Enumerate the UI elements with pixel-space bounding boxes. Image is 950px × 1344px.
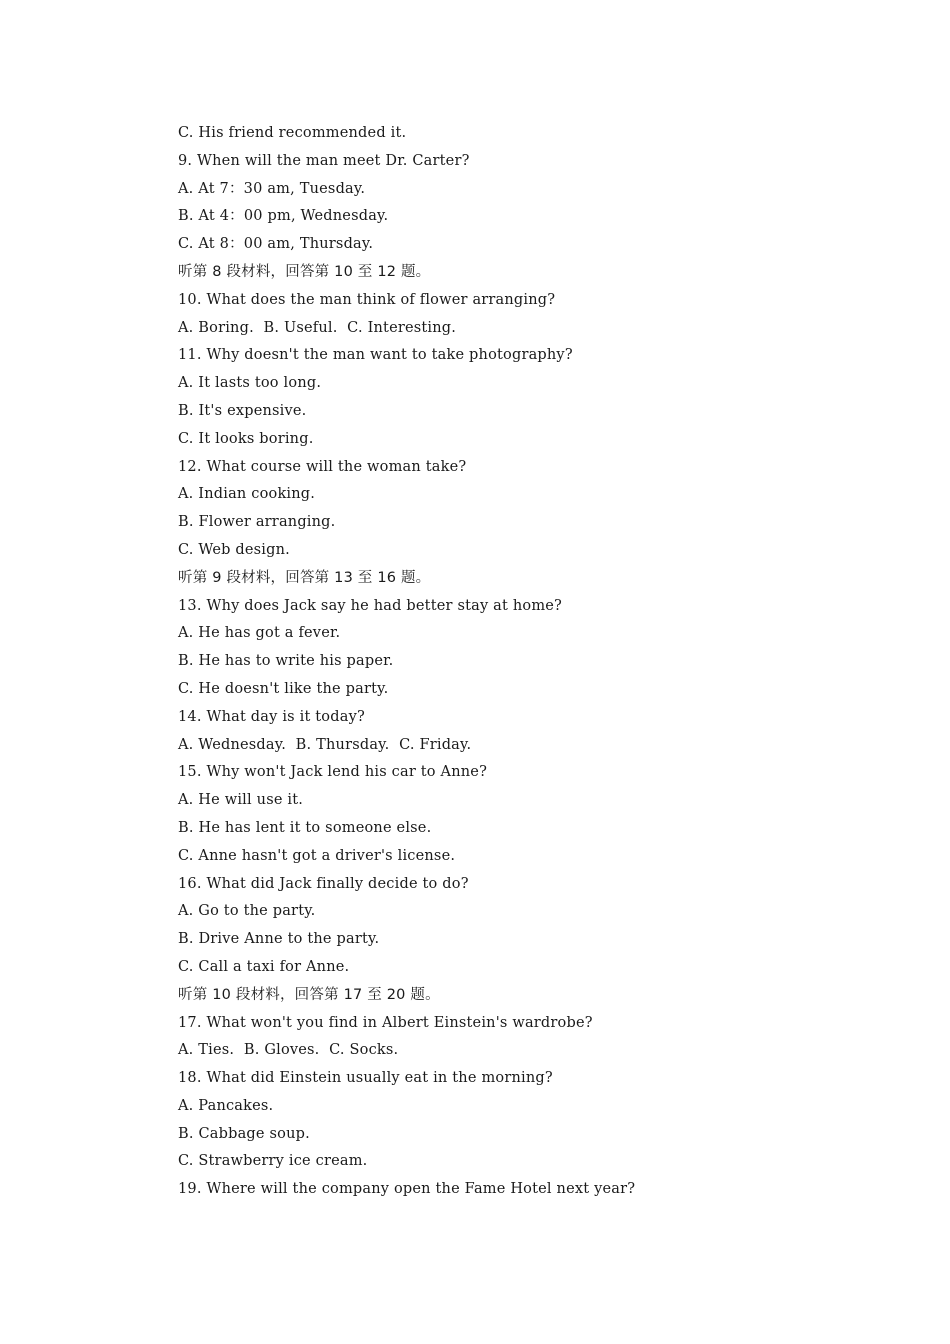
option-line: A. At 7：30 am, Tuesday. — [178, 180, 366, 197]
option-line: A. Boring. B. Useful. C. Interesting. — [178, 319, 457, 336]
section-heading: 听第 8 段材料，回答第 10 至 12 题。 — [178, 263, 431, 280]
option-line: B. It's expensive. — [178, 402, 307, 419]
option-line: C. Web design. — [178, 541, 290, 558]
option-line: A. Pancakes. — [178, 1097, 274, 1114]
option-line: A. He will use it. — [178, 792, 304, 809]
question-line: 12. What course will the woman take? — [178, 458, 467, 475]
question-line: 17. What won't you find in Albert Einstein's wardrobe? — [178, 1014, 593, 1031]
section-heading: 听第 10 段材料，回答第 17 至 20 题。 — [178, 986, 440, 1003]
question-line: 9. When will the man meet Dr. Carter? — [178, 152, 470, 169]
option-line: C. He doesn't like the party. — [178, 680, 389, 697]
option-line: C. Anne hasn't got a driver's license. — [178, 847, 456, 864]
question-line: 13. Why does Jack say he had better stay at home? — [178, 597, 563, 614]
option-line: C. Call a taxi for Anne. — [178, 958, 350, 975]
option-line: B. He has to write his paper. — [178, 653, 394, 670]
option-line: B. He has lent it to someone else. — [178, 819, 432, 836]
option-line: B. Flower arranging. — [178, 514, 336, 531]
question-line: 15. Why won't Jack lend his car to Anne? — [178, 764, 488, 781]
option-line: C. Strawberry ice cream. — [178, 1153, 368, 1170]
question-line: 10. What does the man think of flower arranging? — [178, 291, 556, 308]
option-line: A. It lasts too long. — [178, 375, 322, 392]
question-line: 11. Why doesn't the man want to take photography? — [178, 347, 573, 364]
option-line: A. Wednesday. B. Thursday. C. Friday. — [178, 736, 472, 753]
option-line: C. It looks boring. — [178, 430, 314, 447]
option-line: A. Ties. B. Gloves. C. Socks. — [178, 1042, 399, 1059]
option-line: B. Cabbage soup. — [178, 1125, 310, 1142]
question-line: 14. What day is it today? — [178, 708, 365, 725]
option-line: A. Indian cooking. — [178, 486, 316, 503]
question-line: 18. What did Einstein usually eat in the morning? — [178, 1070, 553, 1087]
section-heading: 听第 9 段材料，回答第 13 至 16 题。 — [178, 569, 431, 586]
option-line: C. His friend recommended it. — [178, 125, 407, 141]
option-line: A. He has got a fever. — [178, 625, 341, 642]
document-page — [178, 120, 898, 1204]
option-line: B. Drive Anne to the party. — [178, 931, 380, 948]
option-line: A. Go to the party. — [178, 903, 316, 920]
option-line: C. At 8：00 am, Thursday. — [178, 236, 374, 253]
option-line: B. At 4：00 pm, Wednesday. — [178, 208, 389, 225]
question-line: 16. What did Jack finally decide to do? — [178, 875, 469, 892]
question-line: 19. Where will the company open the Fame Hotel next year? — [178, 1181, 636, 1198]
